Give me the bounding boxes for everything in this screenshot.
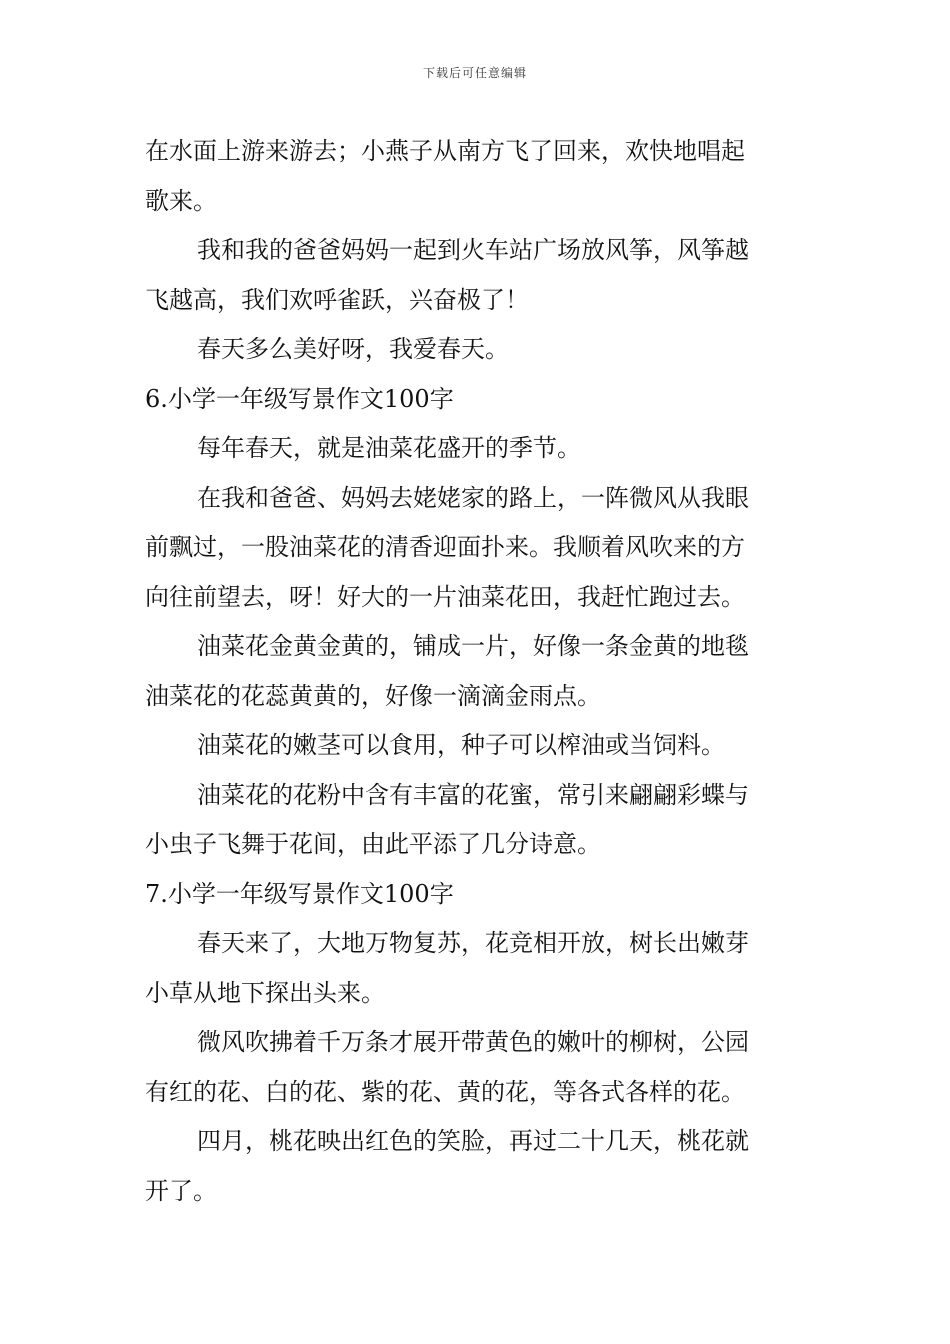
text-line: 油菜花的花粉中含有丰富的花蜜，常引来翩翩彩蝶与 — [197, 780, 749, 809]
text-line: 每年春天，就是油菜花盛开的季节。 — [197, 434, 581, 462]
text-line: 小虫子飞舞于花间，由此平添了几分诗意。 — [145, 830, 601, 858]
section-heading: 7.小学一年级写景作文100字 — [145, 879, 454, 908]
text-line: 四月，桃花映出红色的笑脸，再过二十几天，桃花就 — [197, 1127, 749, 1155]
text-line: 油菜花的嫩茎可以食用，种子可以榨油或当饲料。 — [197, 731, 725, 759]
text-line: 我和我的爸爸妈妈一起到火车站广场放风筝，风筝越 — [197, 236, 749, 264]
text-line: 油菜花金黄金黄的，铺成一片，好像一条金黄的地毯 — [197, 632, 749, 660]
text-line: 在我和爸爸、妈妈去姥姥家的路上，一阵微风从我眼 — [197, 483, 749, 512]
text-line: 开了。 — [145, 1176, 217, 1205]
text-line: 前飘过，一股油菜花的清香迎面扑来。我顺着风吹来的方 — [145, 533, 745, 561]
text-line: 向往前望去，呀！好大的一片油菜花田，我赶忙跑过去。 — [145, 582, 745, 611]
text-line: 小草从地下探出头来。 — [145, 978, 385, 1007]
text-line: 有红的花、白的花、紫的花、黄的花，等各式各样的花。 — [145, 1077, 745, 1106]
document-body — [145, 127, 810, 1216]
text-line: 歌来。 — [145, 186, 217, 215]
text-line: 春天多么美好呀，我爱春天。 — [197, 335, 509, 363]
text-line: 飞越高，我们欢呼雀跃，兴奋极了！ — [145, 285, 529, 314]
page-header: 下载后可任意编辑 — [422, 66, 527, 80]
text-line: 春天来了，大地万物复苏，花竞相开放，树长出嫩芽 — [197, 929, 749, 957]
text-line: 在水面上游来游去；小燕子从南方飞了回来，欢快地唱起 — [145, 137, 745, 165]
section-heading: 6.小学一年级写景作文100字 — [145, 384, 454, 413]
text-line: 油菜花的花蕊黄黄的，好像一滴滴金雨点。 — [145, 681, 601, 710]
text-line: 微风吹拂着千万条才展开带黄色的嫩叶的柳树，公园 — [197, 1028, 749, 1056]
